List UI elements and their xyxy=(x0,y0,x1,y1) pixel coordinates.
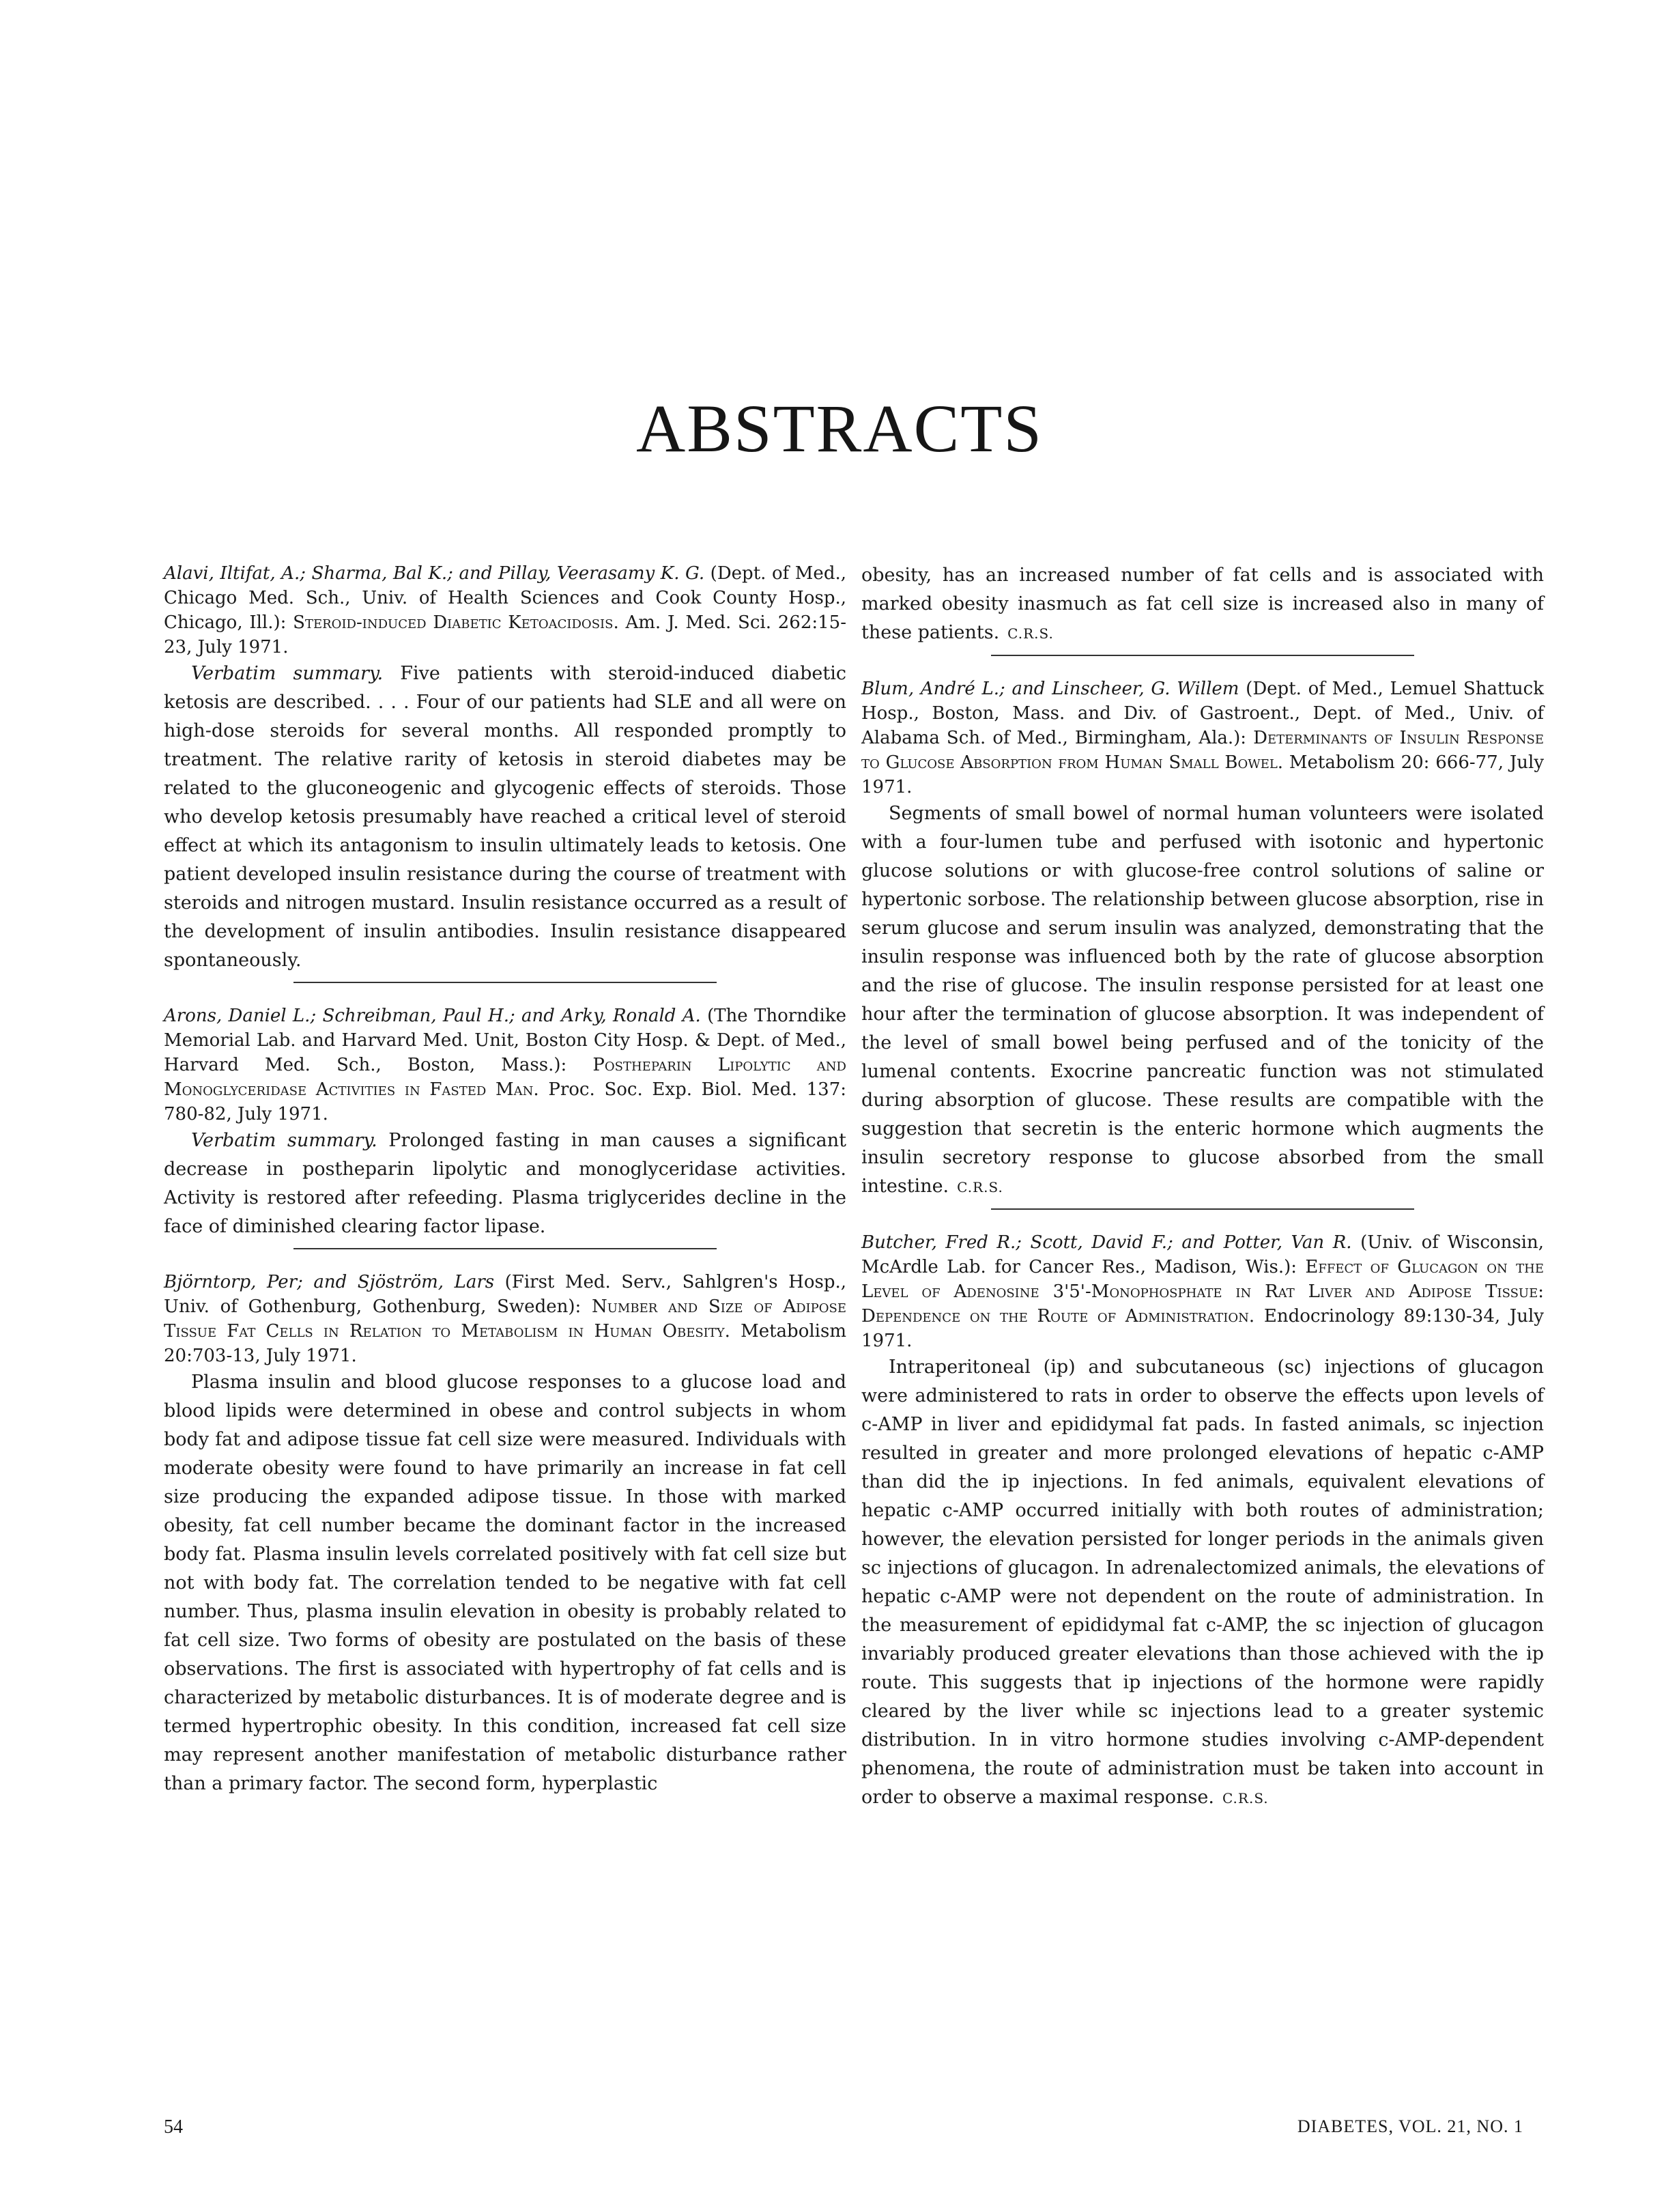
abstract-body xyxy=(164,1126,846,1241)
article-title: Number and Size of Adipose Tissue Fat Cells in Relation to Metabolism in Human Obesity. xyxy=(164,1296,846,1342)
article-title: Postheparin Lipolytic and Monoglyceridase Activities in Fasted Man. xyxy=(164,1055,846,1100)
summary-text: Five patients with steroid-induced diabetic ketosis are described. . . . Four of our patients had SLE and all were on high-dose steroids for several months. All responded promptly to treatment. The relative rarity of ketosis in steroid diabetes may be related to the gluconeogenic and glycogenic effects of steroids. Those who develop ketosis presumably have reached a critical level of steroid effect at which its antagonism to insulin ultimately leads to ketosis. One patient developed insulin resistance during the course of treatment with steroids and nitrogen mustard. Insulin resistance occurred as a result of the development of insulin antibodies. Insulin resistance disappeared spontaneously. xyxy=(164,663,846,971)
summary-text: Segments of small bowel of normal human volunteers were isolated with a four-lumen tube and perfused with isotonic and hypertonic glucose solutions or with glucose-free control solutions of saline or hypertonic sorbose. The relationship between glucose absorption, rise in serum glucose and serum insulin was analyzed, demonstrating that the insulin response was influenced both by the rate of glucose absorption and the rise of glucose. The insulin response persisted for at least one hour after the termination of glucose absorption. It was independent of the level of small bowel being perfused and of the tonicity of the lumenal contents. Exocrine pancreatic function was not stimulated during absorption of glucose. These results are compatible with the suggestion that secretin is the enteric hormone which augments the insulin secretory response to glucose absorbed from the small intestine. xyxy=(861,803,1544,1197)
signature: C.R.S. xyxy=(1007,625,1054,642)
page-title: ABSTRACTS xyxy=(636,391,1043,466)
left-column xyxy=(164,561,846,1798)
journal-footer: DIABETES, VOL. 21, NO. 1 xyxy=(1297,2116,1523,2136)
source: Proc. Soc. Exp. Biol. Med. 137: 780-82, July 1971. xyxy=(164,1079,846,1124)
authors: Blum, André L.; and Linscheer, G. Willem xyxy=(861,679,1239,699)
abstract-entry-arons xyxy=(164,1004,846,1241)
divider xyxy=(991,655,1414,656)
authors: Butcher, Fred R.; Scott, David F.; and Potter, Van R. xyxy=(861,1232,1352,1253)
abstract-body xyxy=(861,1353,1544,1813)
signature: C.R.S. xyxy=(1222,1790,1269,1806)
abstract-entry-butcher xyxy=(861,1230,1544,1813)
authors: Alavi, Iltifat, A.; Sharma, Bal K.; and Pillay, Veerasamy K. G. xyxy=(164,563,705,584)
divider xyxy=(991,1208,1414,1210)
source: Metabolism 20: 666-77, July 1971. xyxy=(861,752,1545,797)
affiliation: (Dept. of Med., Chicago Med. Sch., Univ. of Health Sciences and Cook County Hosp., Chicago, Ill.): xyxy=(164,563,846,633)
abstract-entry-alavi xyxy=(164,561,846,975)
right-column xyxy=(861,561,1544,1813)
citation xyxy=(861,1230,1544,1353)
affiliation: (First Med. Serv., Sahlgren's Hosp., Univ. of Gothenburg, Gothenburg, Sweden): xyxy=(164,1272,847,1317)
abstract-body-continued xyxy=(861,561,1544,648)
summary-text: Intraperitoneal (ip) and subcutaneous (sc) injections of glucagon were administered to rats in order to observe the effects upon levels of c-AMP in liver and epididymal fat pads. In fasted animals, sc injection resulted in greater and more prolonged elevations of hepatic c-AMP than did the ip injections. In fed animals, equivalent elevations of hepatic c-AMP occurred initially with both routes of administration; however, the elevation persisted for longer periods in the animals given sc injections of glucagon. In adrenalectomized animals, the elevations of hepatic c-AMP were not dependent on the route of administration. In the measurement of epididymal fat c-AMP, the sc injection of glucagon invariably produced greater elevations than those achieved with the ip route. This suggests that ip injections of the hormone were rapidly cleared by the liver while sc injections lead to a greater systemic distribution. In in vitro hormone studies involving c-AMP-dependent phenomena, the route of administration must be taken into account in order to observe a maximal response. xyxy=(861,1357,1544,1808)
summary-lead: Verbatim summary. xyxy=(191,663,384,684)
abstract-body xyxy=(164,660,846,975)
source: Am. J. Med. Sci. 262:15-23, July 1971. xyxy=(164,612,847,657)
abstract-body xyxy=(861,799,1544,1202)
divider xyxy=(293,1248,717,1249)
citation xyxy=(164,1270,846,1368)
summary-text: Prolonged fasting in man causes a significant decrease in postheparin lipolytic and monoglyceridase activities. Activity is restored after refeeding. Plasma triglycerides decline in the face of diminished clearing factor lipase. xyxy=(164,1130,846,1237)
source: Endocrinology 89:130-34, July 1971. xyxy=(861,1306,1544,1351)
citation xyxy=(861,677,1544,799)
authors: Björntorp, Per; and Sjöström, Lars xyxy=(164,1272,495,1292)
source: Metabolism 20:703-13, July 1971. xyxy=(164,1321,846,1366)
citation xyxy=(164,1004,846,1126)
summary-text: obesity, has an increased number of fat cells and is associated with marked obesity inasmuch as fat cell size is increased also in many of these patients. xyxy=(861,565,1544,643)
signature: C.R.S. xyxy=(957,1179,1003,1195)
article-title: Steroid-induced Diabetic Ketoacidosis. xyxy=(293,612,619,633)
abstract-entry-blum xyxy=(861,677,1544,1202)
article-title: Determinants of Insulin Response to Glucose Absorption from Human Small Bowel. xyxy=(861,728,1544,773)
page-number: 54 xyxy=(164,2116,183,2138)
article-title: Effect of Glucagon on the Level of Adenosine 3'5'-Monophosphate in Rat Liver and Adipose Tissue: Dependence on the Route of Administration. xyxy=(861,1257,1544,1327)
affiliation: (Univ. of Wisconsin, McArdle Lab. for Cancer Res., Madison, Wis.): xyxy=(861,1232,1544,1277)
affiliation: (Dept. of Med., Lemuel Shattuck Hosp., Boston, Mass. and Div. of Gastroent., Dept. of Med., Univ. of Alabama Sch. of Med., Birmingham, Ala.): xyxy=(861,679,1544,748)
divider xyxy=(293,982,717,983)
affiliation: (The Thorndike Memorial Lab. and Harvard Med. Unit, Boston City Hosp. & Dept. of Med., Harvard Med. Sch., Boston, Mass.): xyxy=(164,1006,846,1075)
citation xyxy=(164,561,846,660)
summary-lead: Verbatim summary. xyxy=(191,1130,377,1151)
abstract-body: Plasma insulin and blood glucose responses to a glucose load and blood lipids were determined in obese and control subjects in whom body fat and adipose tissue fat cell size were measured. Individuals with moderate obesity were found to have primarily an increase in fat cell size producing the expanded adipose tissue. In those with marked obesity, fat cell number became the dominant factor in the increased body fat. Plasma insulin levels correlated positively with fat cell size but not with body fat. The correlation tended to be negative with fat cell number. Thus, plasma insulin elevation in obesity is probably related to fat cell size. Two forms of obesity are postulated on the basis of these observations. The first is associated with hypertrophy of fat cells and is characterized by metabolic disturbances. It is of moderate degree and is termed hypertrophic obesity. In this condition, increased fat cell size may represent another manifestation of metabolic disturbance rather than a primary factor. The second form, hyperplastic xyxy=(164,1372,846,1794)
abstract-entry-bjorntorp xyxy=(164,1270,846,1798)
authors: Arons, Daniel L.; Schreibman, Paul H.; and Arky, Ronald A. xyxy=(164,1006,701,1026)
